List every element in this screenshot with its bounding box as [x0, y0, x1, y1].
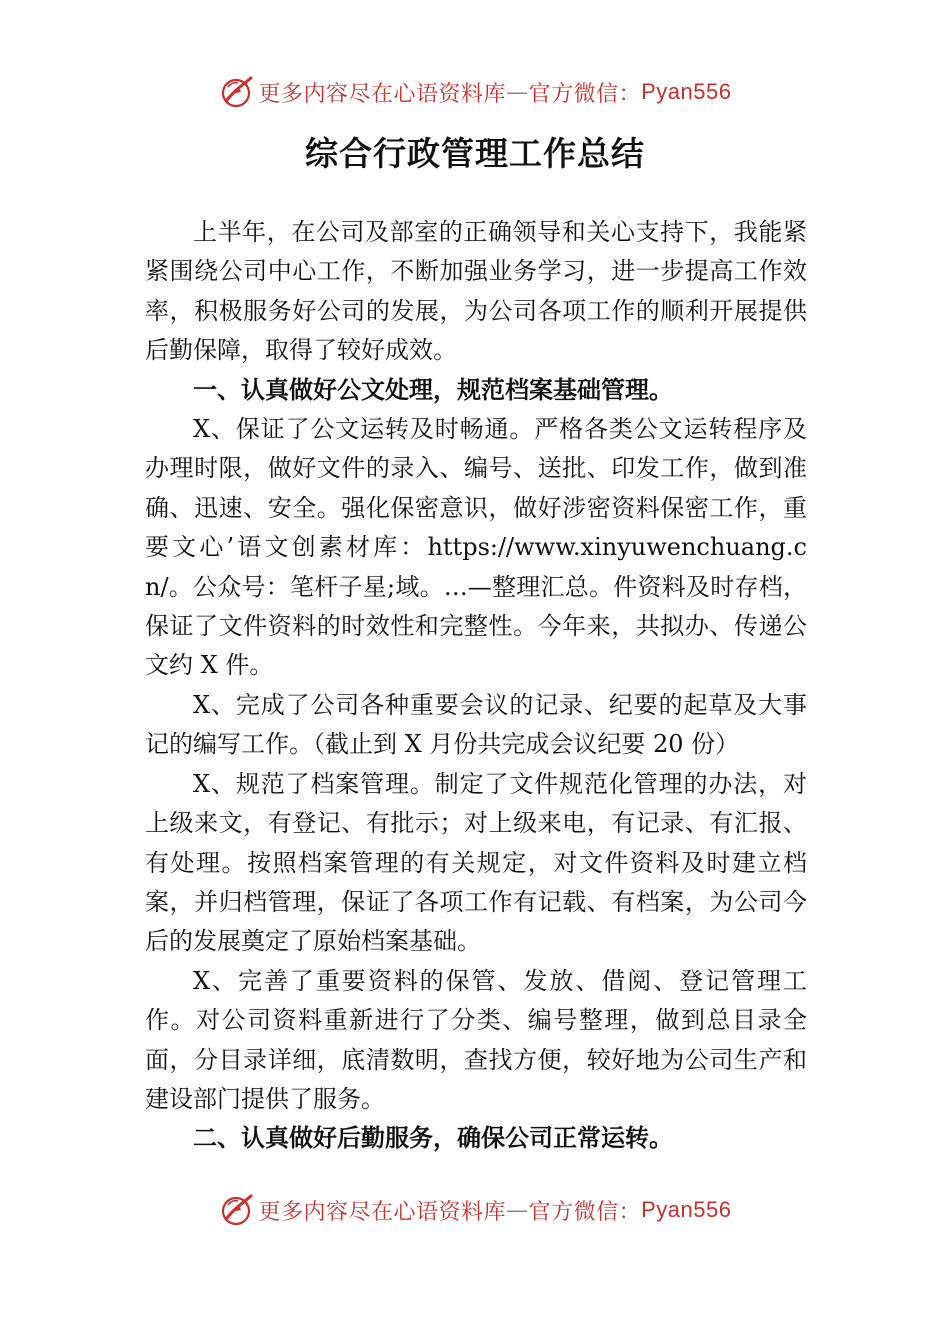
body-paragraph: X、完善了重要资料的保管、发放、借阅、登记管理工作。对公司资料重新进行了分类、编号整理，做到总目录全面，分目录详细，底清数明，查找方便，较好地为公司生产和建设部门提供了服务。	[145, 966, 807, 1113]
banner-site-text: 更多内容尽在心语资料库	[258, 81, 507, 107]
banner-separator: —	[506, 79, 529, 105]
pen-logo-icon	[219, 74, 255, 110]
footer-watermark-banner	[0, 1188, 950, 1232]
document-body	[145, 213, 807, 1159]
banner-wechat-id: Pyan556	[641, 79, 732, 104]
banner-site-text: 更多内容尽在心语资料库	[258, 1199, 507, 1225]
body-paragraph: X、保证了公文运转及时畅通。严格各类公文运转程序及办理时限，做好文件的录入、编号、送批、印发工作，做到准确、迅速、安全。强化保密意识，做好涉密资料保密工作，重要文心’语文创素材库：https://www.xinyuwenchuang.cn/。公众号：笔杆子星;域。…—整理汇总。件资料及时存档，保证了文件资料的时效性和完整性。今年来，共拟办、传递公文约 X 件。	[145, 415, 807, 680]
banner-wechat-label: 官方微信：	[528, 1199, 642, 1225]
banner-wechat-id: Pyan556	[641, 1197, 732, 1222]
section-heading: 一、认真做好公文处理，规范档案基础管理。	[193, 375, 673, 404]
document-title: 综合行政管理工作总结	[305, 134, 645, 173]
body-paragraph: 上半年，在公司及部室的正确领导和关心支持下，我能紧紧围绕公司中心工作，不断加强业务学习，进一步提高工作效率，积极服务好公司的发展，为公司各项工作的顺利开展提供后勤保障，取得了较好成效。	[145, 218, 807, 365]
body-paragraph: X、完成了公司各种重要会议的记录、纪要的起草及大事记的编写工作。（截止到 X 月份共完成会议纪要 20 份）	[145, 690, 807, 759]
banner-separator: —	[506, 1197, 529, 1223]
pen-logo-icon	[219, 1192, 255, 1228]
section-heading: 二、认真做好后勤服务，确保公司正常运转。	[193, 1124, 673, 1153]
header-watermark-banner	[0, 70, 950, 114]
banner-wechat-label: 官方微信：	[528, 81, 642, 107]
body-paragraph: X、规范了档案管理。制定了文件规范化管理的办法，对上级来文，有登记、有批示；对上级来电，有记录、有汇报、有处理。按照档案管理的有关规定，对文件资料及时建立档案，并归档管理，保证了各项工作有记载、有档案，为公司今后的发展奠定了原始档案基础。	[145, 769, 807, 956]
